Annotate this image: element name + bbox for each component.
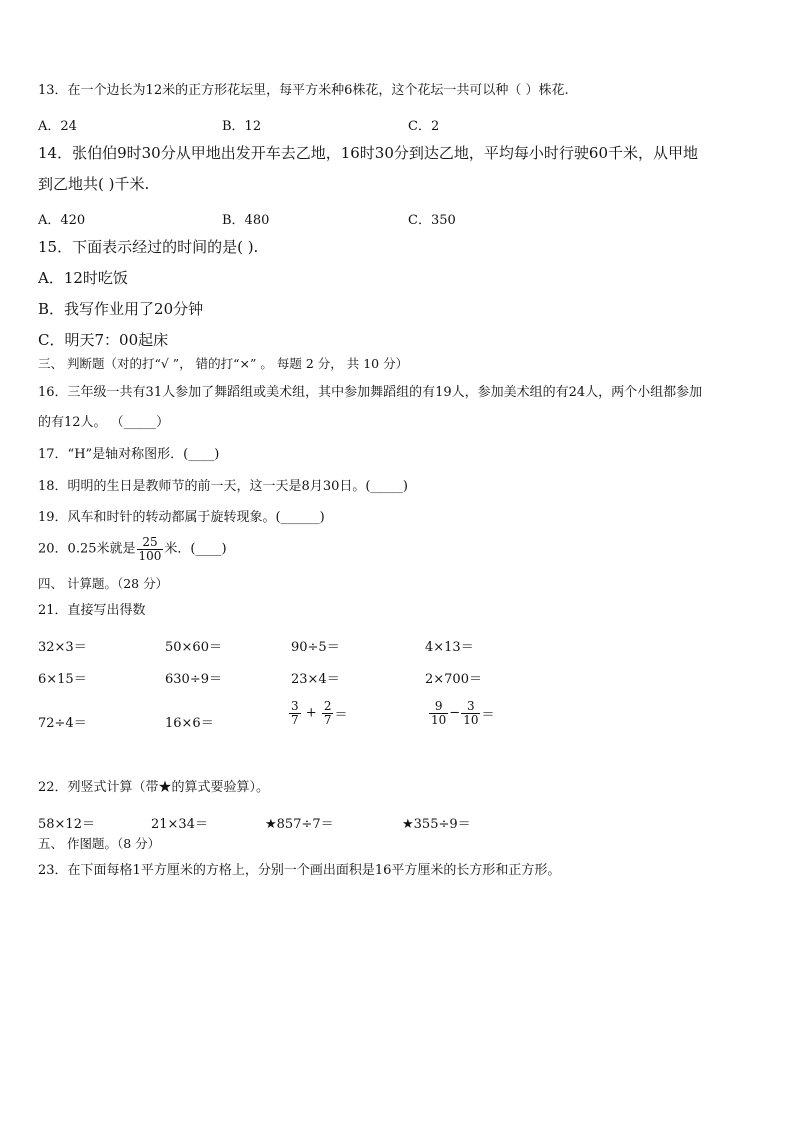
question-21-title: 21．直接写出得数 — [38, 603, 146, 618]
question-16-line-1: 16．三年级一共有31人参加了舞蹈组或美术组，其中参加舞蹈组的有19人，参加美术组的有24人，两个小组都参加 — [38, 385, 703, 400]
calc-item: 90÷5＝ — [291, 640, 340, 655]
q14-option-a: A．420 — [38, 213, 86, 228]
calc-item: 72÷4＝ — [38, 716, 87, 731]
fraction — [289, 700, 301, 726]
q15-option-b: B．我写作业用了20分钟 — [38, 300, 204, 318]
calc-item: 630÷9＝ — [165, 672, 222, 687]
calc-item: 4×13＝ — [425, 640, 474, 655]
q20-prefix: 20．0.25米就是 — [38, 541, 136, 557]
q20-denominator: 100 — [138, 548, 162, 563]
question-14-line-2: 到乙地共( )千米. — [38, 175, 150, 193]
numerator: 9 — [434, 699, 443, 713]
operator: − — [449, 705, 461, 721]
denominator: 10 — [463, 712, 479, 727]
question-13: 13．在一个边长为12米的正方形花坛里，每平方米种6株花，这个花坛一共可以种（ ）株花. — [38, 83, 569, 98]
q13-option-c: C．2 — [408, 119, 440, 134]
q14-option-c: C．350 — [408, 213, 456, 228]
q13-option-a: A．24 — [38, 119, 77, 134]
calc-item: 50×60＝ — [165, 640, 222, 655]
numerator: 3 — [291, 699, 299, 713]
equals: ＝ — [334, 707, 348, 723]
denominator: 10 — [431, 712, 447, 727]
fraction-expression-2 — [428, 700, 494, 726]
denominator: 7 — [291, 712, 299, 727]
calc-item: 32×3＝ — [38, 640, 87, 655]
question-18: 18．明明的生日是教师节的前一天，这一天是8月30日。(_____) — [38, 479, 408, 494]
calc-item: 16×6＝ — [165, 716, 214, 731]
q13-option-b: B．12 — [222, 119, 262, 134]
question-17: 17．“H”是轴对称图形．(____) — [38, 447, 220, 462]
question-15: 15．下面表示经过的时间的是( ). — [38, 238, 259, 256]
question-16-line-2: 的有12人。 （_____） — [38, 415, 170, 430]
equals: ＝ — [481, 707, 495, 723]
q20-suffix: 米．(____) — [164, 541, 227, 557]
q14-option-b: B．480 — [222, 213, 270, 228]
fraction — [461, 700, 480, 726]
q20-fraction — [137, 536, 164, 562]
vertical-calc-item: 58×12＝ — [38, 817, 95, 832]
q15-option-a: A．12时吃饭 — [38, 269, 128, 287]
vertical-calc-item: ★857÷7＝ — [265, 817, 334, 832]
fraction — [322, 700, 334, 726]
question-19: 19．风车和时针的转动都属于旋转现象。(______) — [38, 510, 325, 525]
operator: + — [305, 705, 317, 721]
vertical-calc-item: 21×34＝ — [151, 817, 208, 832]
numerator: 3 — [467, 699, 475, 713]
question-20 — [38, 536, 227, 562]
section-5-title: 五、 作图题。（8 分） — [38, 836, 161, 851]
calc-item: 23×4＝ — [291, 672, 340, 687]
vertical-calc-item: ★355÷9＝ — [402, 817, 471, 832]
calc-item: 2×700＝ — [425, 672, 482, 687]
question-23: 23．在下面每格1平方厘米的方格上，分别一个画出面积是16平方厘米的长方形和正方形。 — [38, 863, 561, 878]
calc-item: 6×15＝ — [38, 672, 87, 687]
question-22-title: 22．列竖式计算（带★的算式要验算）。 — [38, 780, 270, 795]
fraction — [429, 700, 448, 726]
section-4-title: 四、 计算题。（28 分） — [38, 576, 169, 591]
fraction-expression-1 — [288, 700, 347, 726]
numerator: 2 — [323, 699, 332, 713]
q15-option-c: C．明天7：00起床 — [38, 331, 169, 349]
section-3-title: 三、 判断题（对的打“√ ”， 错的打“×” 。 每题 2 分， 共 10 分） — [38, 356, 409, 371]
q20-numerator: 25 — [142, 535, 158, 549]
denominator: 7 — [323, 712, 332, 727]
question-14-line-1: 14．张伯伯9时30分从甲地出发开车去乙地，16时30分到达乙地，平均每小时行驶60千米，从甲地 — [38, 144, 698, 162]
